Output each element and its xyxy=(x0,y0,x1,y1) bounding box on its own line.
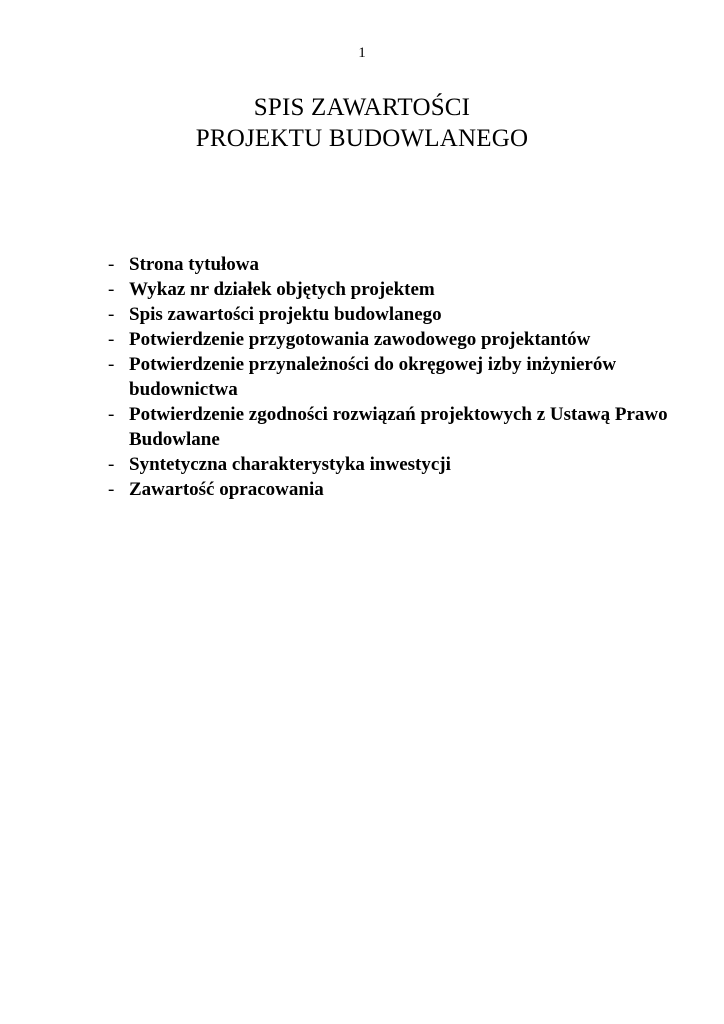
list-item xyxy=(108,252,668,277)
list-item-label: Wykaz nr działek objętych projektem xyxy=(129,279,435,300)
list-item-label: Strona tytułowa xyxy=(129,254,260,275)
list-item xyxy=(108,477,668,502)
list-item-label: Syntetyczna charakterystyka inwestycji xyxy=(129,454,451,475)
list-item xyxy=(108,277,668,302)
list-bullet: - xyxy=(108,479,115,500)
list-item-label: Zawartość opracowania xyxy=(129,479,324,500)
list-item xyxy=(108,352,668,402)
title-line-1: SPIS ZAWARTOŚCI xyxy=(253,94,471,121)
list-item xyxy=(108,302,668,327)
list-item xyxy=(108,452,668,477)
list-item-label: Potwierdzenie przygotowania zawodowego projektantów xyxy=(129,329,591,350)
list-bullet: - xyxy=(108,329,115,350)
list-bullet: - xyxy=(108,304,115,325)
list-item-label: Potwierdzenie przynależności do okręgowej izby inżynierów budownictwa xyxy=(129,354,617,400)
list-bullet: - xyxy=(108,354,115,375)
list-bullet: - xyxy=(108,279,115,300)
document-title xyxy=(0,92,724,154)
list-bullet: - xyxy=(108,254,115,275)
page-number: 1 xyxy=(358,45,366,61)
list-item-label: Spis zawartości projektu budowlanego xyxy=(129,304,442,325)
list-item xyxy=(108,327,668,352)
list-item xyxy=(108,402,668,452)
title-line-2: PROJEKTU BUDOWLANEGO xyxy=(195,125,529,152)
list-bullet: - xyxy=(108,454,115,475)
list-item-label: Potwierdzenie zgodności rozwiązań projektowych z Ustawą Prawo Budowlane xyxy=(129,404,668,450)
contents-list xyxy=(108,252,668,502)
list-bullet: - xyxy=(108,404,115,425)
